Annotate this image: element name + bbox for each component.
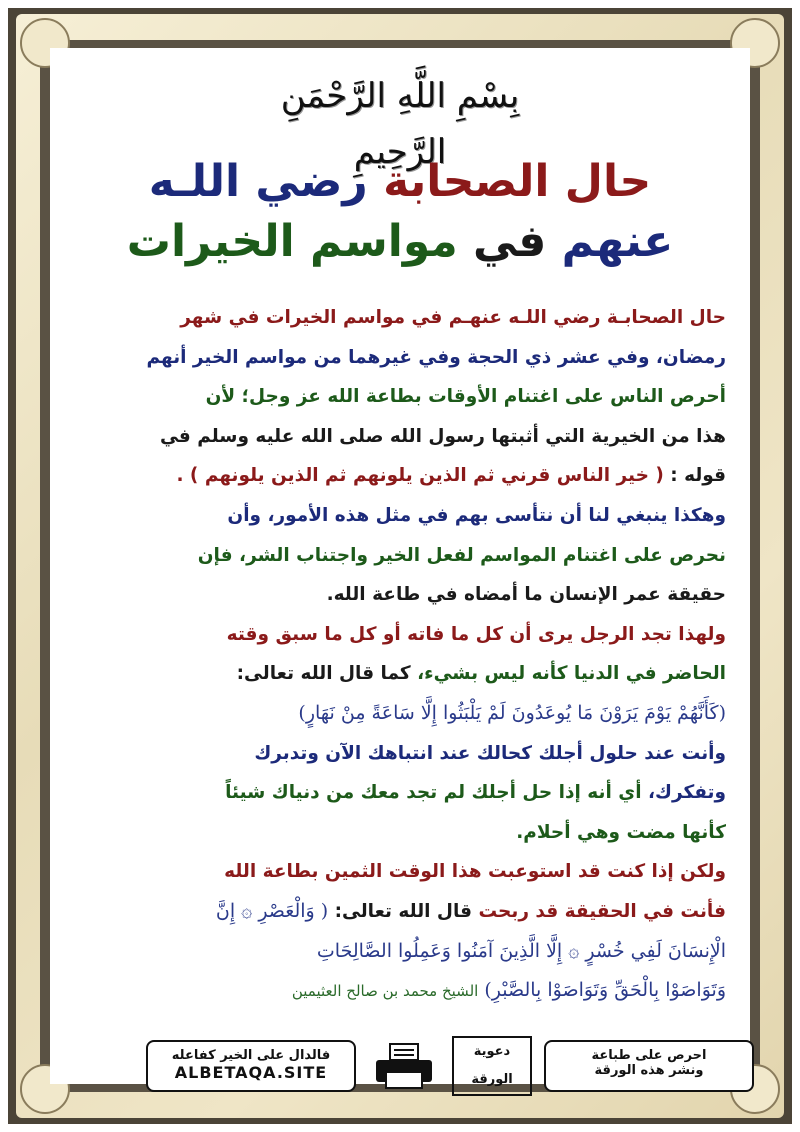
body-text-segment: أي أنه إذا حل أجلك لم تجد معك من دنياك شيئاً <box>225 782 642 804</box>
body-line <box>74 734 726 774</box>
body-line <box>74 971 726 1012</box>
footer-note-line: احرص على طباعة <box>591 1048 707 1063</box>
body-text-segment: وهكذا ينبغي لنا أن نتأسى بهم في مثل هذه الأمور، وأن <box>227 504 726 526</box>
body-text-segment: وأنت عند حلول أجلك كحالك عند انتباهك الآن وتدبرك <box>254 742 726 764</box>
quran-verse: ( وَالْعَصْرِ ۞ إِنَّ <box>215 899 329 922</box>
footer-site-box <box>146 1040 356 1092</box>
body-text-segment: أحرص الناس على اغتنام الأوقات بطاعة الله عز وجل؛ لأن <box>205 386 726 408</box>
printer-icon <box>372 1042 436 1090</box>
albetaqa-logo <box>452 1036 532 1096</box>
title-segment: مواسم الخيرات <box>126 216 458 267</box>
body-text-segment: فأنت في الحقيقة قد ربحت <box>472 900 726 922</box>
body-line <box>74 773 726 813</box>
footer-note-line: ونشر هذه الورقة <box>594 1063 704 1078</box>
basmala-calligraphy: بِسْمِ اللَّهِ الرَّحْمَنِ الرَّحِيمِ <box>280 76 520 172</box>
body-text-segment: ولهذا تجد الرجل يرى أن كل ما فاته أو كل ما سبق وقته <box>226 623 726 645</box>
body-text-segment: كما قال الله تعالى: <box>236 663 411 685</box>
content-page <box>50 48 750 1087</box>
footer-saying: فالدال على الخير كفاعله <box>171 1048 331 1063</box>
body-text-segment: حال الصحابـة رضي اللـه عنهـم في مواسم الخيرات في شهر <box>180 307 726 328</box>
body-line <box>74 496 726 536</box>
quran-verse: (كَأَنَّهُمْ يَوْمَ يَرَوْنَ مَا يُوعَدُونَ لَمْ يَلْبَثُوا إِلَّا سَاعَةً مِنْ نَهَارٍ) <box>298 701 726 724</box>
body-line <box>74 932 726 972</box>
body-line <box>74 615 726 655</box>
body-line <box>74 417 726 457</box>
body-text-segment: ( خير الناس قرني ثم الذين يلونهم ثم الذين يلونهم ) . <box>176 465 664 487</box>
body-text-segment: قال الله تعالى: <box>328 900 473 922</box>
body-text-segment: رمضان، وفي عشر ذي الحجة وفي غيرهما من مواسم الخير أنهم <box>146 346 726 368</box>
quran-verse: الْإِنسَانَ لَفِي خُسْرٍ ۞ إِلَّا الَّذِينَ آمَنُوا وَعَمِلُوا الصَّالِحَاتِ <box>316 939 726 962</box>
page-title-line-2 <box>70 212 730 272</box>
quran-verse: وَتَوَاصَوْا بِالْحَقِّ وَتَوَاصَوْا بِالصَّبْرِ) <box>478 979 726 1002</box>
body-text-segment: هذا من الخيرية التي أثبتها رسول الله صلى الله عليه وسلم في <box>159 425 726 447</box>
author-signature: الشيخ محمد بن صالح العثيمين <box>291 982 479 1001</box>
logo-text: دعوية <box>473 1044 511 1059</box>
article-body <box>74 298 726 1012</box>
body-text-segment: كأنها مضت وهي أحلام. <box>516 821 726 843</box>
body-text-segment: ولكن إذا كنت قد استوعبت هذا الوقت الثمين بطاعة الله <box>224 861 726 883</box>
body-line <box>74 377 726 417</box>
body-line <box>74 298 726 338</box>
title-segment: في <box>457 216 547 267</box>
title-segment: حال الصحابة <box>383 156 652 207</box>
footer-print-note <box>544 1040 754 1092</box>
body-text-segment: الحاضر في الدنيا كأنه ليس بشيء، <box>410 663 726 685</box>
body-text-segment: وتفكرك، <box>641 782 726 804</box>
body-line <box>74 536 726 576</box>
page-title-line-1 <box>70 152 730 212</box>
body-line <box>74 694 726 734</box>
title-segment: رضي اللـه <box>148 156 384 207</box>
body-line <box>74 456 726 496</box>
logo-text: الورقة <box>471 1072 513 1087</box>
footer-bar <box>146 1036 754 1096</box>
body-line <box>74 813 726 853</box>
title-segment: عنهم <box>546 216 674 267</box>
body-line <box>74 654 726 694</box>
body-line <box>74 338 726 378</box>
body-text-segment: حقيقة عمر الإنسان ما أمضاه في طاعة الله. <box>326 584 726 606</box>
body-line <box>74 892 726 932</box>
body-text-segment: قوله : <box>663 465 726 487</box>
body-text-segment: نحرص على اغتنام المواسم لفعل الخير واجتناب الشر، فإن <box>197 544 726 566</box>
body-line <box>74 852 726 892</box>
site-url: ALBETAQA.SITE <box>174 1063 328 1082</box>
body-line <box>74 575 726 615</box>
